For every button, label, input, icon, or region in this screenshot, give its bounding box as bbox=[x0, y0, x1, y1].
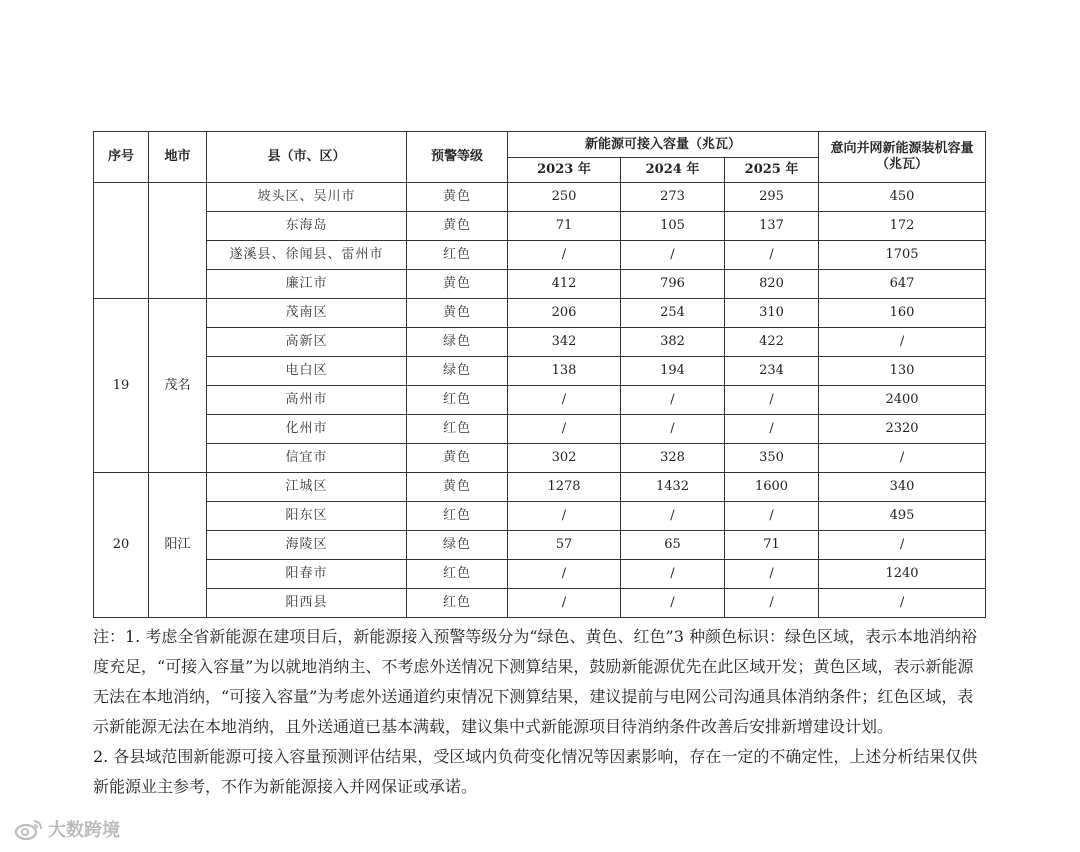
cell-2024: 254 bbox=[621, 299, 725, 328]
table-body bbox=[94, 183, 986, 618]
watermark-text: 大数跨境 bbox=[48, 820, 120, 841]
table-row bbox=[94, 473, 986, 502]
cell-level: 黄色 bbox=[407, 183, 508, 212]
cell-2025: / bbox=[725, 386, 819, 415]
cell-2024: 382 bbox=[621, 328, 725, 357]
cell-2025: 350 bbox=[725, 444, 819, 473]
cell-county: 高新区 bbox=[207, 328, 407, 357]
cell-county: 茂南区 bbox=[207, 299, 407, 328]
table-row bbox=[94, 270, 986, 299]
cell-2024: / bbox=[621, 415, 725, 444]
cell-2024: / bbox=[621, 241, 725, 270]
table-row bbox=[94, 560, 986, 589]
header-intent: 意向并网新能源装机容量（兆瓦） bbox=[819, 132, 986, 183]
cell-2025: / bbox=[725, 415, 819, 444]
table-row bbox=[94, 328, 986, 357]
table-row bbox=[94, 531, 986, 560]
notes-section bbox=[93, 622, 985, 802]
cell-intent: 1705 bbox=[819, 241, 986, 270]
cell-intent: 2400 bbox=[819, 386, 986, 415]
cell-2024: / bbox=[621, 502, 725, 531]
cell-2025: 1600 bbox=[725, 473, 819, 502]
cell-2024: 273 bbox=[621, 183, 725, 212]
cell-level: 黄色 bbox=[407, 212, 508, 241]
cell-2023: / bbox=[508, 386, 621, 415]
cell-2024: 65 bbox=[621, 531, 725, 560]
table-row bbox=[94, 183, 986, 212]
cell-seq: 19 bbox=[94, 299, 149, 473]
cell-level: 红色 bbox=[407, 415, 508, 444]
cell-county: 阳春市 bbox=[207, 560, 407, 589]
cell-intent: 495 bbox=[819, 502, 986, 531]
cell-intent: 450 bbox=[819, 183, 986, 212]
cell-2025: 820 bbox=[725, 270, 819, 299]
cell-seq: 20 bbox=[94, 473, 149, 618]
header-2025: 2025 年 bbox=[725, 158, 819, 183]
cell-county: 电白区 bbox=[207, 357, 407, 386]
note-1: 注：1. 考虑全省新能源在建项目后，新能源接入预警等级分为“绿色、黄色、红色”3 种颜色标识：绿色区域，表示本地消纳裕度充足，“可接入容量”为以就地消纳主、不考虑外送情况下测算结果，鼓励新能源优先在此区域开发；黄色区域，表示新能源无法在本地消纳，“可接入容量”为考虑外送通道约束情况下测算结果，建议提前与电网公司沟通具体消纳条件；红色区域，表示新能源无法在本地消纳，且外送通道已基本满载，建议集中式新能源项目待消纳条件改善后安排新增建设计划。 bbox=[93, 627, 977, 736]
cell-seq bbox=[94, 183, 149, 299]
cell-intent: / bbox=[819, 444, 986, 473]
cell-2023: / bbox=[508, 241, 621, 270]
cell-level: 红色 bbox=[407, 589, 508, 618]
cell-2024: / bbox=[621, 560, 725, 589]
cell-2024: / bbox=[621, 386, 725, 415]
cell-2023: 412 bbox=[508, 270, 621, 299]
table-row bbox=[94, 589, 986, 618]
cell-2025: 295 bbox=[725, 183, 819, 212]
cell-2023: 206 bbox=[508, 299, 621, 328]
cell-intent: 1240 bbox=[819, 560, 986, 589]
weibo-logo-icon bbox=[14, 817, 44, 841]
cell-level: 红色 bbox=[407, 241, 508, 270]
capacity-table bbox=[93, 131, 986, 618]
cell-2023: 138 bbox=[508, 357, 621, 386]
cell-2025: 422 bbox=[725, 328, 819, 357]
cell-2025: / bbox=[725, 560, 819, 589]
watermark bbox=[14, 816, 120, 842]
cell-intent: / bbox=[819, 328, 986, 357]
header-seq: 序号 bbox=[94, 132, 149, 183]
note-2: 2. 各县域范围新能源可接入容量预测评估结果，受区域内负荷变化情况等因素影响，存在一定的不确定性，上述分析结果仅供新能源业主参考，不作为新能源接入并网保证或承诺。 bbox=[93, 747, 978, 796]
cell-intent: / bbox=[819, 589, 986, 618]
table-row bbox=[94, 357, 986, 386]
cell-county: 遂溪县、徐闻县、雷州市 bbox=[207, 241, 407, 270]
cell-level: 绿色 bbox=[407, 357, 508, 386]
cell-2025: 234 bbox=[725, 357, 819, 386]
cell-2024: / bbox=[621, 589, 725, 618]
cell-level: 黄色 bbox=[407, 270, 508, 299]
cell-level: 绿色 bbox=[407, 328, 508, 357]
cell-2023: / bbox=[508, 589, 621, 618]
cell-2024: 105 bbox=[621, 212, 725, 241]
cell-county: 信宜市 bbox=[207, 444, 407, 473]
cell-2025: / bbox=[725, 502, 819, 531]
cell-county: 阳东区 bbox=[207, 502, 407, 531]
cell-intent: 172 bbox=[819, 212, 986, 241]
cell-county: 江城区 bbox=[207, 473, 407, 502]
cell-intent: 340 bbox=[819, 473, 986, 502]
cell-intent: 2320 bbox=[819, 415, 986, 444]
cell-2024: 194 bbox=[621, 357, 725, 386]
cell-2023: 250 bbox=[508, 183, 621, 212]
cell-level: 红色 bbox=[407, 560, 508, 589]
cell-city bbox=[149, 183, 207, 299]
cell-level: 绿色 bbox=[407, 531, 508, 560]
cell-2025: 310 bbox=[725, 299, 819, 328]
table-row bbox=[94, 299, 986, 328]
cell-2025: 71 bbox=[725, 531, 819, 560]
cell-2025: / bbox=[725, 241, 819, 270]
table-row bbox=[94, 502, 986, 531]
capacity-table-container bbox=[93, 131, 985, 618]
header-capacity-group: 新能源可接入容量（兆瓦） bbox=[508, 132, 819, 158]
cell-2025: 137 bbox=[725, 212, 819, 241]
cell-intent: / bbox=[819, 531, 986, 560]
table-row bbox=[94, 386, 986, 415]
cell-level: 黄色 bbox=[407, 299, 508, 328]
cell-2023: 342 bbox=[508, 328, 621, 357]
table-row bbox=[94, 415, 986, 444]
cell-county: 阳西县 bbox=[207, 589, 407, 618]
cell-level: 黄色 bbox=[407, 473, 508, 502]
cell-2023: 57 bbox=[508, 531, 621, 560]
header-city: 地市 bbox=[149, 132, 207, 183]
cell-intent: 130 bbox=[819, 357, 986, 386]
table-row bbox=[94, 212, 986, 241]
cell-2025: / bbox=[725, 589, 819, 618]
header-2024: 2024 年 bbox=[621, 158, 725, 183]
cell-level: 红色 bbox=[407, 386, 508, 415]
cell-level: 红色 bbox=[407, 502, 508, 531]
cell-2024: 328 bbox=[621, 444, 725, 473]
cell-county: 廉江市 bbox=[207, 270, 407, 299]
header-level: 预警等级 bbox=[407, 132, 508, 183]
cell-city: 茂名 bbox=[149, 299, 207, 473]
table-header bbox=[94, 132, 986, 183]
cell-level: 黄色 bbox=[407, 444, 508, 473]
table-row bbox=[94, 241, 986, 270]
cell-intent: 160 bbox=[819, 299, 986, 328]
cell-2024: 1432 bbox=[621, 473, 725, 502]
table-row bbox=[94, 444, 986, 473]
cell-2023: / bbox=[508, 560, 621, 589]
cell-county: 化州市 bbox=[207, 415, 407, 444]
cell-2023: 302 bbox=[508, 444, 621, 473]
cell-county: 坡头区、吴川市 bbox=[207, 183, 407, 212]
cell-county: 高州市 bbox=[207, 386, 407, 415]
cell-county: 东海岛 bbox=[207, 212, 407, 241]
header-2023: 2023 年 bbox=[508, 158, 621, 183]
cell-2023: 71 bbox=[508, 212, 621, 241]
cell-intent: 647 bbox=[819, 270, 986, 299]
cell-city: 阳江 bbox=[149, 473, 207, 618]
header-county: 县（市、区） bbox=[207, 132, 407, 183]
cell-2024: 796 bbox=[621, 270, 725, 299]
cell-county: 海陵区 bbox=[207, 531, 407, 560]
cell-2023: / bbox=[508, 415, 621, 444]
cell-2023: / bbox=[508, 502, 621, 531]
cell-2023: 1278 bbox=[508, 473, 621, 502]
